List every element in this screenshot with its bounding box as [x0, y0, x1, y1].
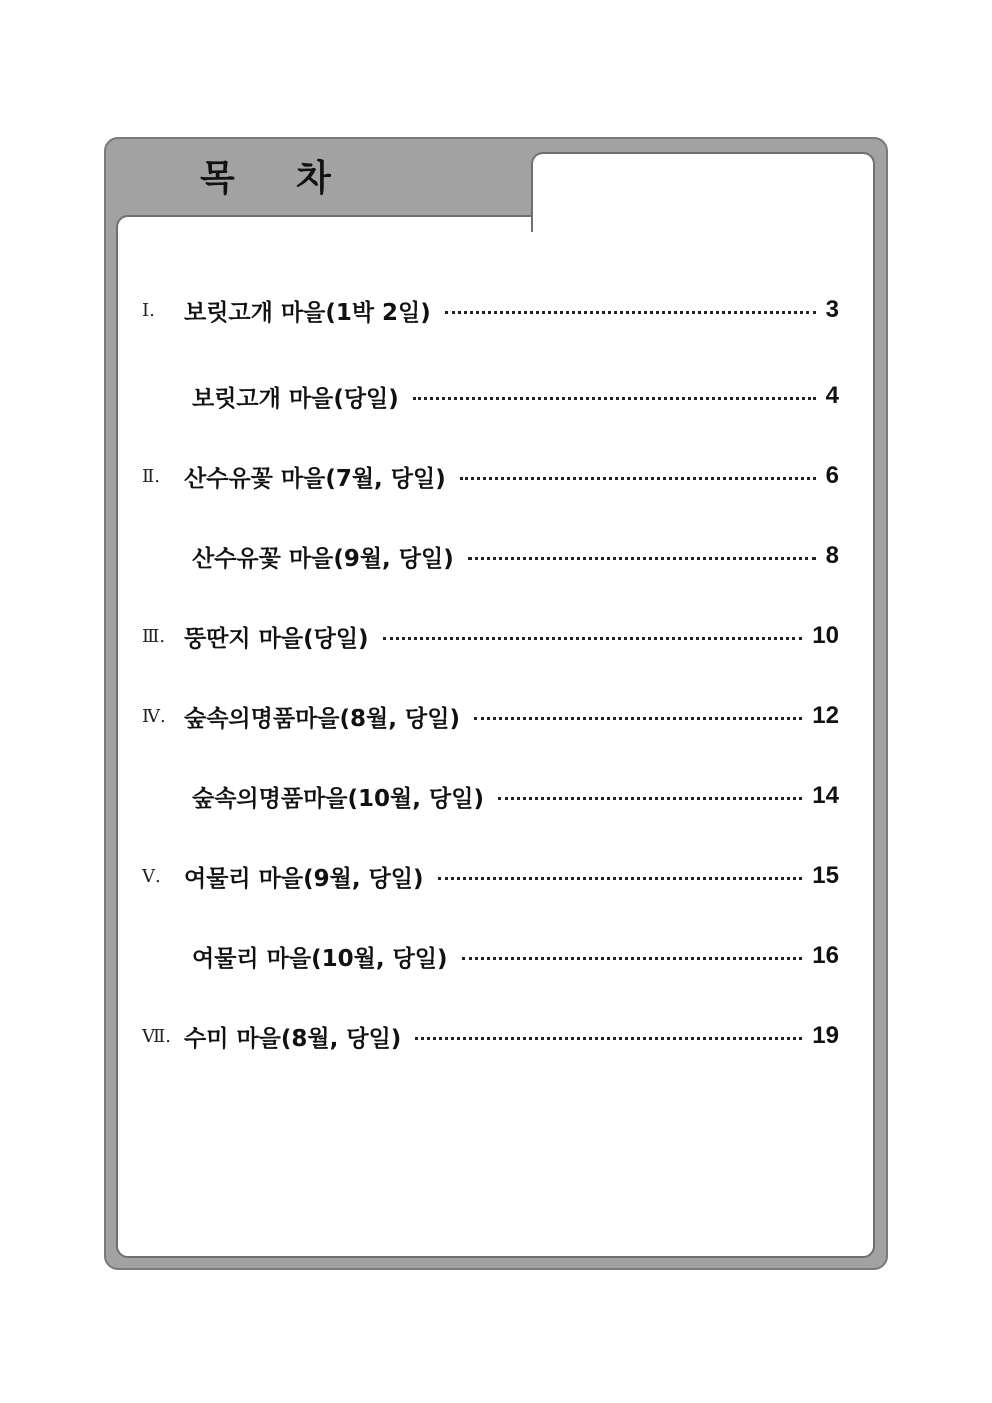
dot-leader	[413, 397, 816, 400]
entry-page-number: 19	[812, 1022, 839, 1049]
entry-title: 산수유꽃 마을(7월, 당일)	[184, 465, 446, 492]
dot-leader	[383, 637, 803, 640]
dot-leader	[438, 877, 803, 880]
entry-page-number: 14	[812, 782, 839, 809]
toc-entry[interactable]	[142, 778, 839, 814]
entry-page-number: 16	[812, 942, 839, 969]
toc-entry[interactable]	[142, 938, 839, 974]
title-char-2: 차	[296, 157, 331, 199]
page-title	[200, 150, 331, 200]
entry-title: 뚱딴지 마을(당일)	[184, 625, 369, 652]
entry-page-number: 10	[812, 622, 839, 649]
title-char-1: 목	[200, 157, 235, 199]
dot-leader	[462, 957, 803, 960]
entry-numeral: Ⅲ.	[142, 625, 166, 647]
dot-leader	[474, 717, 802, 720]
entry-page-number: 6	[825, 462, 839, 489]
toc-entry[interactable]	[142, 538, 839, 574]
entry-title: 보릿고개 마을(당일)	[192, 385, 399, 412]
toc-entry[interactable]	[142, 378, 839, 414]
entry-numeral: Ⅴ.	[142, 865, 161, 887]
entry-numeral: Ⅶ.	[142, 1025, 171, 1047]
panel-seam	[533, 210, 873, 234]
entry-title: 여물리 마을(9월, 당일)	[184, 865, 424, 892]
entry-page-number: 12	[812, 702, 839, 729]
toc-entry[interactable]	[142, 858, 839, 894]
dot-leader	[460, 477, 816, 480]
dot-leader	[415, 1037, 802, 1040]
entry-title: 숲속의명품마을(8월, 당일)	[184, 705, 460, 732]
entry-numeral: Ⅰ.	[142, 299, 155, 321]
entry-title: 여물리 마을(10월, 당일)	[192, 945, 448, 972]
entry-page-number: 4	[825, 382, 839, 409]
toc-entry[interactable]	[142, 618, 839, 654]
entry-title: 숲속의명품마을(10월, 당일)	[192, 785, 484, 812]
entry-page-number: 15	[812, 862, 839, 889]
toc-entry[interactable]	[142, 292, 839, 328]
entry-page-number: 3	[825, 296, 839, 323]
entry-title: 수미 마을(8월, 당일)	[184, 1025, 402, 1052]
dot-leader	[445, 311, 816, 314]
entry-title: 보릿고개 마을(1박 2일)	[184, 299, 431, 326]
entry-numeral: Ⅳ.	[142, 705, 166, 727]
entry-title: 산수유꽃 마을(9월, 당일)	[192, 545, 454, 572]
toc-entry[interactable]	[142, 1018, 839, 1054]
dot-leader	[468, 557, 816, 560]
toc-entry[interactable]	[142, 458, 839, 494]
toc-entry[interactable]	[142, 698, 839, 734]
dot-leader	[498, 797, 802, 800]
entry-numeral: Ⅱ.	[142, 465, 160, 487]
entry-page-number: 8	[825, 542, 839, 569]
toc-content-panel	[116, 215, 875, 1258]
